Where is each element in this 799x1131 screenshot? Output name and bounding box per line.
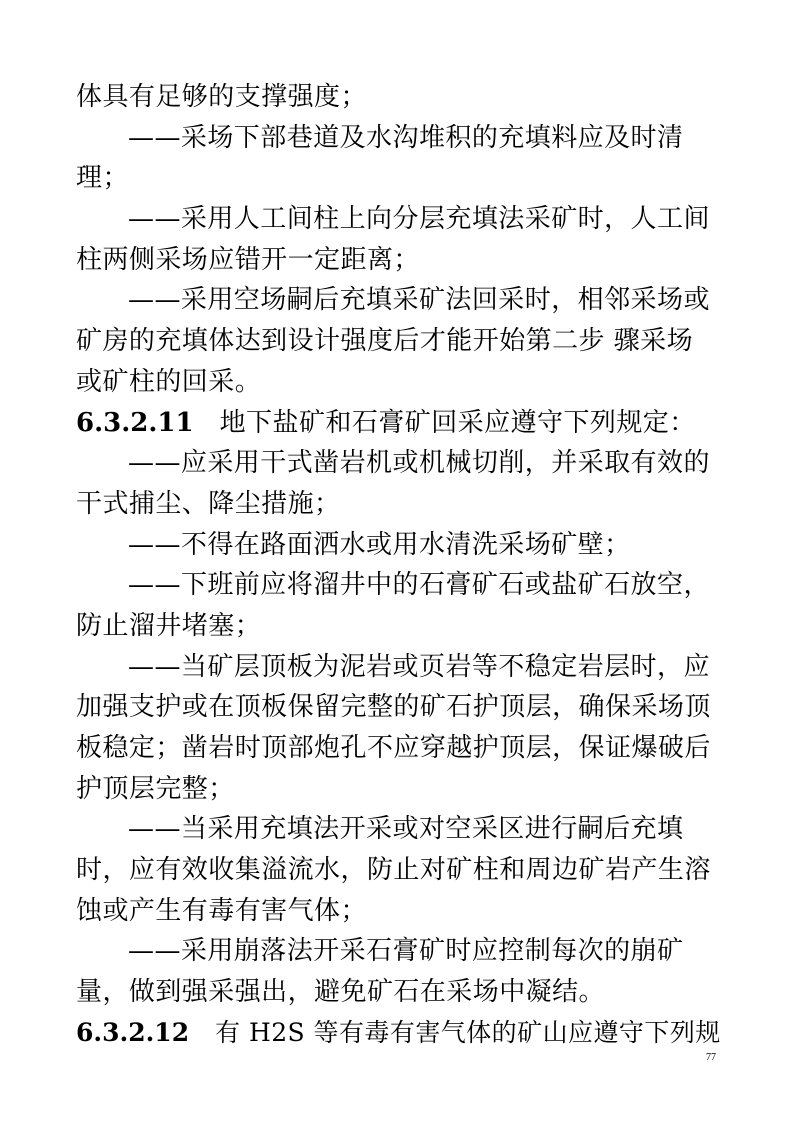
text-line-22: ——采用崩落法开采石膏矿时应控制每次的崩矿 [128,936,684,967]
clause-text: 有 H2S 等有毒有害气体的矿山应遵守下列规 [215,1017,721,1047]
text-line-14: 防止溜井堵塞； [76,610,262,641]
text-line-1: 体具有足够的支撑强度； [76,82,367,112]
text-line-3: 理； [76,163,129,194]
page-number: 77 [706,1052,716,1063]
clause-text: 地下盐矿和石膏矿回采应遵守下列规定： [219,407,696,438]
text-line-4: ——采用人工间柱上向分层充填法采矿时，人工间 [128,204,710,235]
text-line-2: ——采场下部巷道及水沟堆积的充填料应及时清 [128,122,684,153]
text-line-21: 蚀或产生有毒有害气体； [76,895,367,926]
text-line-7: 矿房的充填体达到设计强度后才能开始第二步 骤采场 [76,326,694,357]
text-line-10: ——应采用干式凿岩机或机械切削，并采取有效的 [128,448,710,479]
clause-number: 6.3.2.12 [76,1017,190,1047]
text-line-11: 干式捕尘、降尘措施； [76,488,341,519]
text-line-17: 板稳定；凿岩时顶部炮孔不应穿越护顶层，保证爆破后 [76,733,711,763]
text-line-5: 柱两侧采场应错开一定距离； [76,244,420,275]
text-line-15: ——当矿层顶板为泥岩或页岩等不稳定岩层时，应 [128,651,710,682]
text-line-12: ——不得在路面洒水或用水清洗采场矿壁； [128,529,631,560]
text-line-19: ——当采用充填法开采或对空采区进行嗣后充填 [128,814,684,845]
document-page [76,77,724,1054]
clause-number: 6.3.2.11 [76,407,194,438]
text-line-6: ——采用空场嗣后充填采矿法回采时，相邻采场或 [128,285,710,316]
text-line-13: ——下班前应将溜井中的石膏矿石或盐矿石放空， [128,570,710,601]
clause-heading-6-3-2-11 [76,403,724,444]
text-line-8: 或矿柱的回采。 [76,366,262,397]
text-line-20: 时，应有效收集溢流水，防止对矿柱和周边矿岩产生溶 [76,855,711,886]
text-line-18: 护顶层完整； [76,773,235,804]
text-line-23: 量，做到强采强出，避免矿石在采场中凝结。 [76,977,606,1008]
clause-heading-6-3-2-12 [76,1013,724,1054]
text-line-16: 加强支护或在顶板保留完整的矿石护顶层，确保采场顶 [76,692,711,723]
